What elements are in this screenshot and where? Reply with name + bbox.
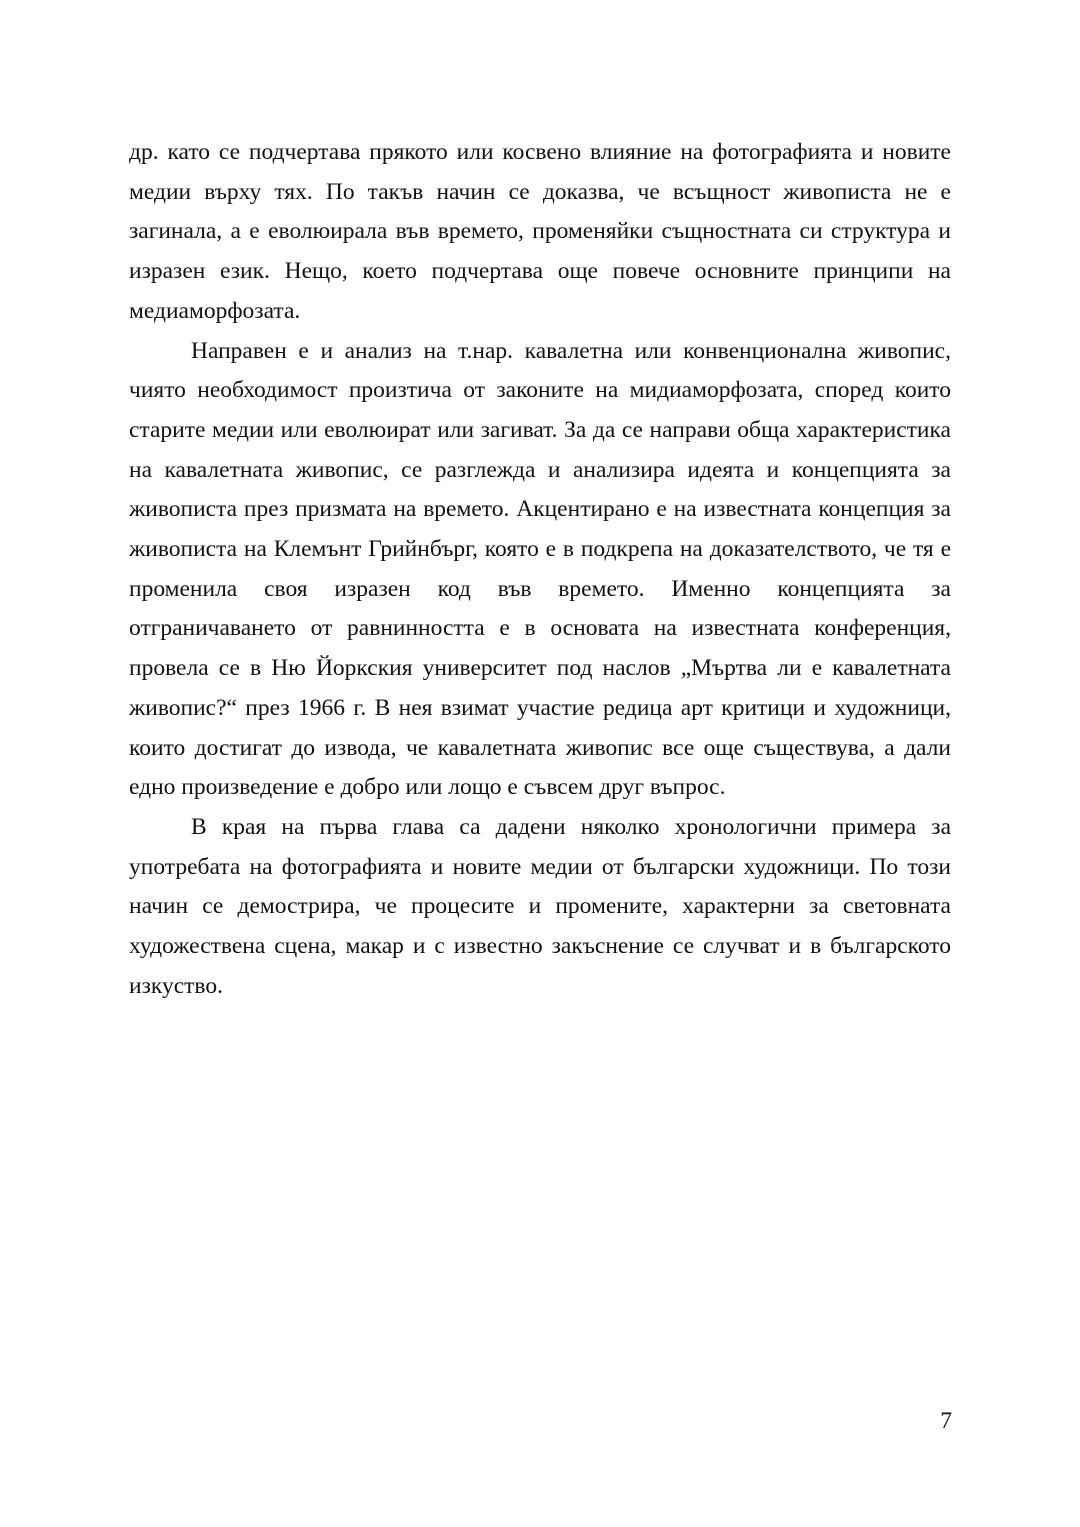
paragraph-easel-painting-analysis: Направен е и анализ на т.нар. кавалетна или конвенционална живопис, чиято необходимост произтича от законите на мидиаморфозата, според които старите медии или еволюират или загиват. За да се направи обща характеристика на кавалетната живопис, се разглежда и анализира идеята и концепцията за живописта през призмата на времето. Акцентирано е на известната концепция за живописта на Клемънт Грийнбърг, която е в подкрепа на доказателството, че тя е променила своя изразен код във времето. Именно концепцията за отграничаването от равнинността е в основата на известната конференция, провела се в Ню Йоркския университет под наслов „Мъртва ли е кавалетната живопис?“ през 1966 г. В нея взимат участие редица арт критици и художници, които достигат до извода, че кавалетната живопис все още съществува, а дали едно произведение е добро или лощо е съвсем друг въпрос.: [129, 337, 951, 801]
paragraph-continuation: др. като се подчертава прякото или косвено влияние на фотографията и новите медии върху тях. По такъв начин се доказва, че всъщност живописта не е загинала, а е еволюирала във времето, променяйки същностната си структура и изразен език. Нещо, което подчертава още повече основните принципи на медиаморфозата.: [129, 139, 951, 324]
paragraph-chapter-one-conclusion: В края на първа глава са дадени няколко хронологични примера за употребата на фотографията и новите медии от български художници. По този начин се демострира, че процесите и промените, характерни за световната художествена сцена, макар и с известно закъснение се случват и в българското изкуство.: [129, 813, 951, 999]
body-text: [129, 133, 951, 1006]
page-number: 7: [940, 1408, 952, 1434]
